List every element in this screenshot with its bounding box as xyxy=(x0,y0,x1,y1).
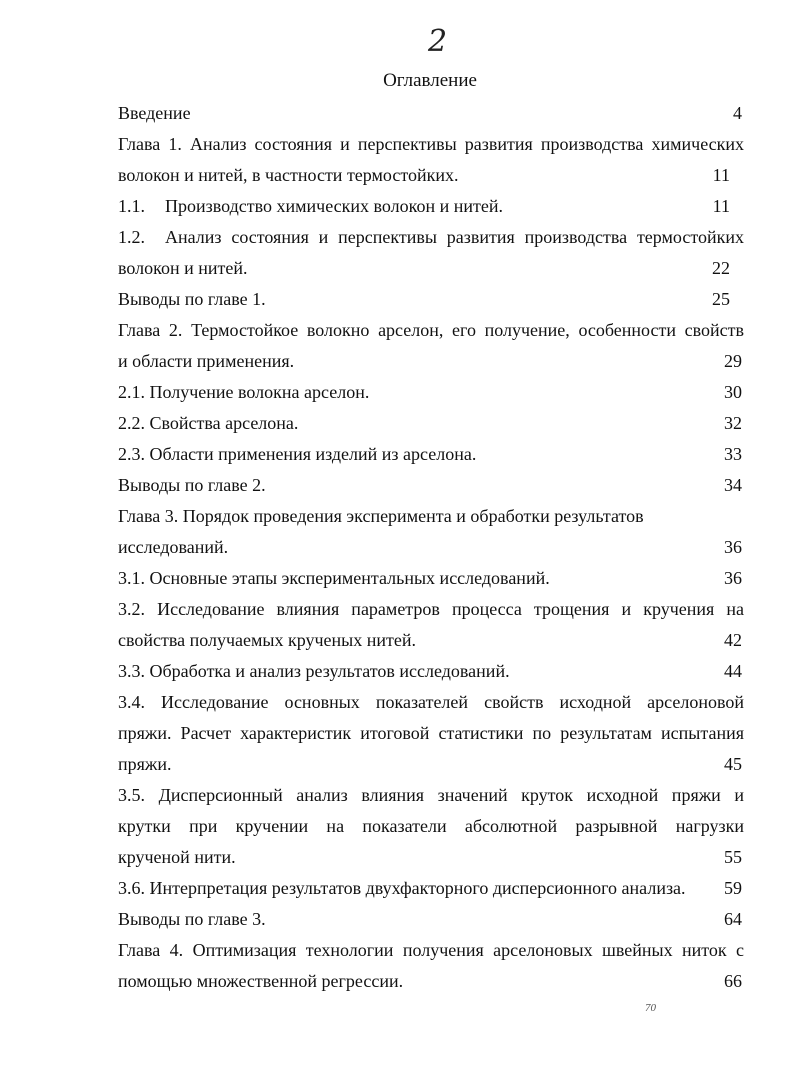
entry-text: 2.3. Области применения изделий из арселона. xyxy=(118,444,477,464)
entry-line: Глава 1. Анализ состояния и перспективы развития производства химических xyxy=(118,134,744,154)
toc-entry[interactable] xyxy=(118,687,744,780)
entry-page: 55 xyxy=(724,847,742,867)
entry-line: исследований. xyxy=(118,537,229,557)
entry-line: Глава 2. Термостойкое волокно арселон, его получение, особенности свойств xyxy=(118,320,744,340)
entry-page: 59 xyxy=(724,878,742,898)
entry-page: 32 xyxy=(724,413,742,433)
entry-page: 36 xyxy=(724,537,742,557)
entry-line: 3.5. Дисперсионный анализ влияния значений круток исходной пряжи и xyxy=(118,785,744,805)
toc-entry[interactable] xyxy=(118,873,744,904)
entry-text: 2.2. Свойства арселона. xyxy=(118,413,299,433)
entry-text: Выводы по главе 1. xyxy=(118,289,266,309)
entry-text: 3.3. Обработка и анализ результатов исследований. xyxy=(118,661,510,681)
toc-entry[interactable] xyxy=(118,315,744,377)
toc-entry[interactable] xyxy=(118,563,744,594)
entry-text: Выводы по главе 2. xyxy=(118,475,266,495)
entry-text: Производство химических волокон и нитей. xyxy=(165,196,503,216)
toc-entry[interactable] xyxy=(118,501,744,563)
section-number: 1.1. xyxy=(118,196,145,216)
entry-line: крученой нити. xyxy=(118,847,236,867)
entry-page: 34 xyxy=(724,475,742,495)
entry-page: 30 xyxy=(724,382,742,402)
entry-line: Анализ состояния и перспективы развития производства термостойких xyxy=(165,227,744,247)
toc-entry[interactable] xyxy=(118,780,744,873)
entry-page: 66 xyxy=(724,971,742,991)
entry-page: 25 xyxy=(712,289,730,309)
section-number: 1.2. xyxy=(118,227,145,247)
entry-text: 2.1. Получение волокна арселон. xyxy=(118,382,370,402)
handwritten-page-number: 2 xyxy=(428,24,448,59)
entry-text: 3.1. Основные этапы экспериментальных исследований. xyxy=(118,568,550,588)
scan-mark: 70 xyxy=(645,1002,656,1014)
entry-line: пряжи. Расчет характеристик итоговой статистики по результатам испытания xyxy=(118,723,744,743)
entry-page: 33 xyxy=(724,444,742,464)
entry-line: помощью множественной регрессии. xyxy=(118,971,404,991)
toc-entry[interactable] xyxy=(118,408,744,439)
table-of-contents xyxy=(118,98,744,997)
toc-entry[interactable] xyxy=(118,935,744,997)
entry-line: Глава 3. Порядок проведения эксперимента и обработки результатов xyxy=(118,506,644,526)
toc-entry[interactable] xyxy=(118,656,744,687)
toc-entry[interactable] xyxy=(118,191,744,222)
entry-line: крутки при кручении на показатели абсолютной разрывной нагрузки xyxy=(118,816,744,836)
toc-entry[interactable] xyxy=(118,904,744,935)
entry-page: 11 xyxy=(712,165,730,185)
entry-page: 64 xyxy=(724,909,742,929)
toc-title: Оглавление xyxy=(383,70,477,91)
toc-entry[interactable] xyxy=(118,439,744,470)
entry-line: и области применения. xyxy=(118,351,295,371)
entry-line: Глава 4. Оптимизация технологии получения арселоновых швейных ниток с xyxy=(118,940,744,960)
entry-line: свойства получаемых крученых нитей. xyxy=(118,630,417,650)
toc-entry[interactable] xyxy=(118,222,744,284)
entry-line: 3.2. Исследование влияния параметров процесса трощения и кручения на xyxy=(118,599,744,619)
entry-page: 11 xyxy=(712,196,730,216)
toc-entry[interactable] xyxy=(118,284,744,315)
entry-line: 3.4. Исследование основных показателей свойств исходной арселоновой xyxy=(118,692,744,712)
entry-text: Введение xyxy=(118,103,191,123)
entry-text: 3.6. Интерпретация результатов двухфакторного дисперсионного анализа. xyxy=(118,878,686,898)
entry-page: 4 xyxy=(733,103,742,123)
toc-entry[interactable] xyxy=(118,594,744,656)
entry-page: 44 xyxy=(724,661,742,681)
entry-text: Выводы по главе 3. xyxy=(118,909,266,929)
toc-entry[interactable] xyxy=(118,129,744,191)
entry-page: 29 xyxy=(724,351,742,371)
entry-page: 42 xyxy=(724,630,742,650)
toc-entry[interactable] xyxy=(118,98,744,129)
entry-page: 22 xyxy=(712,258,730,278)
entry-page: 36 xyxy=(724,568,742,588)
entry-line: волокон и нитей, в частности термостойких. xyxy=(118,165,459,185)
entry-page: 45 xyxy=(724,754,742,774)
entry-line: пряжи. xyxy=(118,754,172,774)
entry-line: волокон и нитей. xyxy=(118,258,248,278)
toc-entry[interactable] xyxy=(118,470,744,501)
toc-entry[interactable] xyxy=(118,377,744,408)
